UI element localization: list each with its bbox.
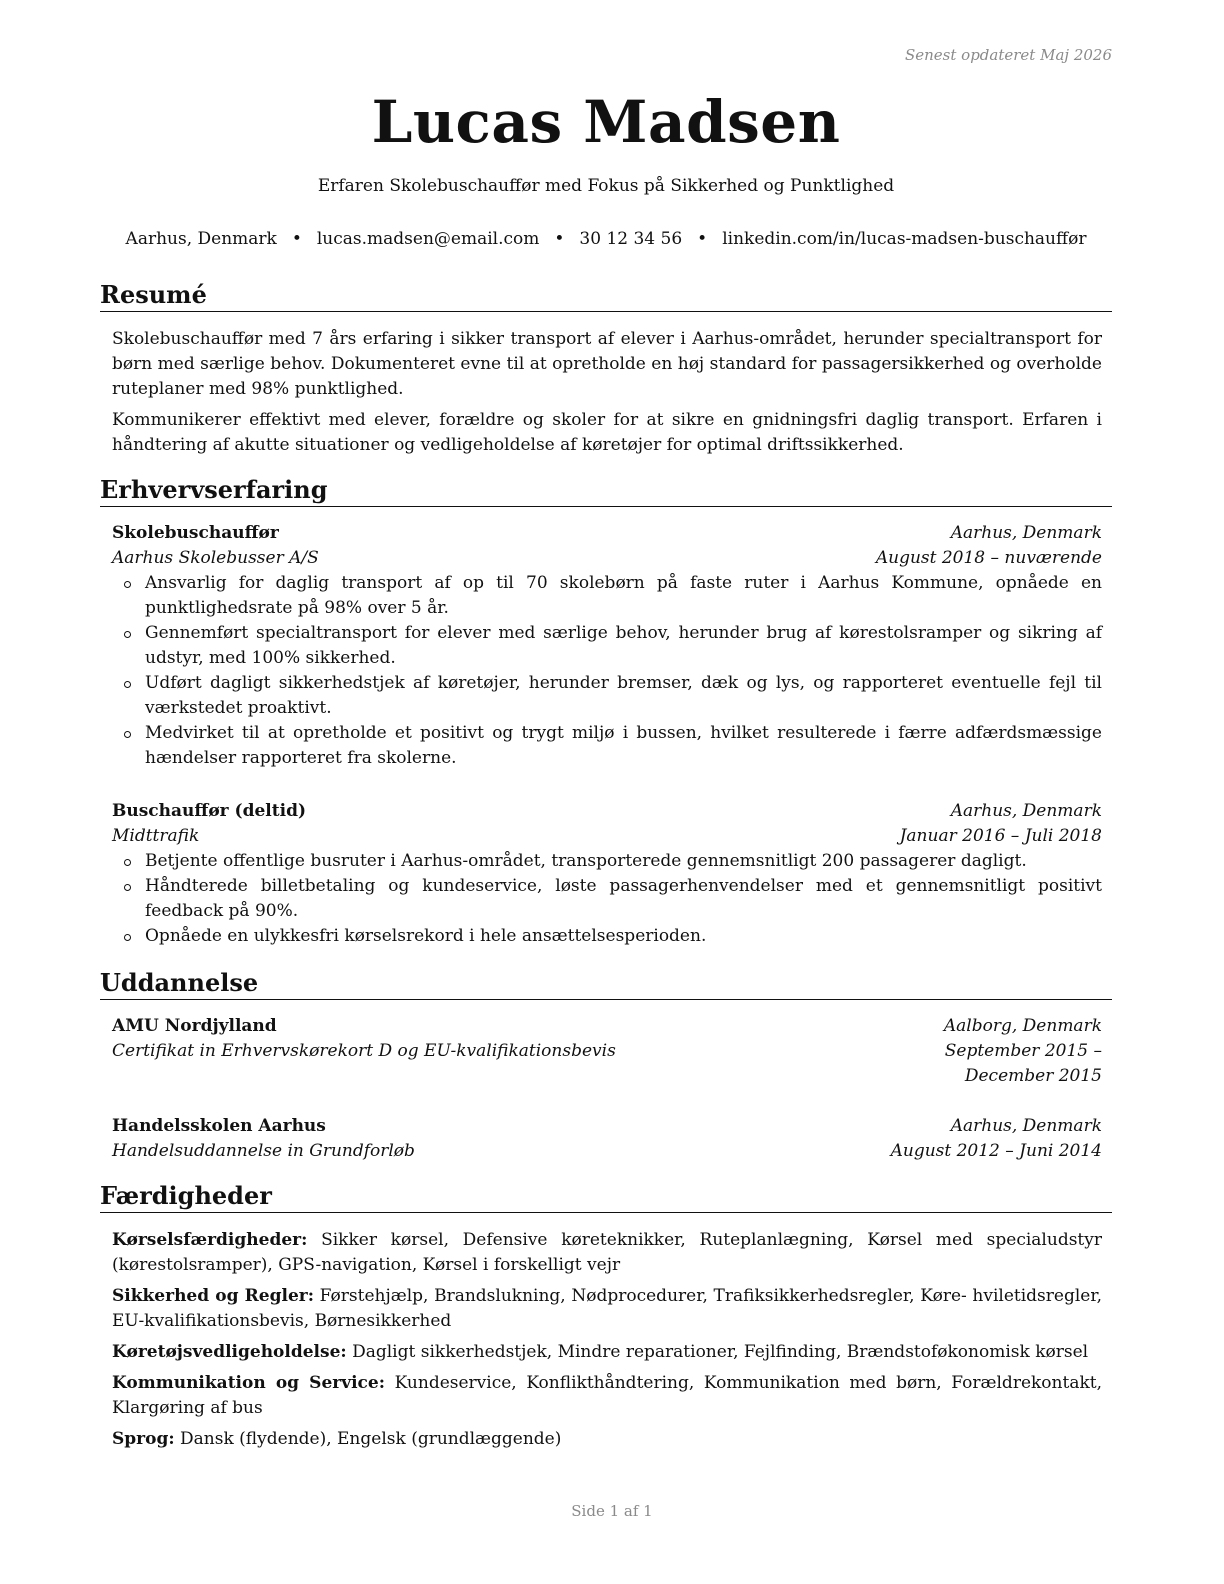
education-dates: August 2012 – Juni 2014 bbox=[890, 1141, 1102, 1161]
skill-text: Dansk (flydende), Engelsk (grundlæggende) bbox=[174, 1429, 562, 1449]
list-item: Betjente offentlige busruter i Aarhus-området, transporterede gennemsnitligt 200 passagerer dagligt. bbox=[112, 849, 1102, 874]
job-title: Skolebuschauffør bbox=[112, 523, 279, 543]
list-item: Opnåede en ulykkesfri kørselsrekord i hele ansættelsesperioden. bbox=[112, 924, 1102, 949]
tagline: Erfaren Skolebuschauffør med Fokus på Sikkerhed og Punktlighed bbox=[317, 176, 895, 196]
education-entry bbox=[112, 1114, 1102, 1164]
contact-phone: 30 12 34 56 bbox=[579, 229, 683, 249]
skill-text: Kundeservice, Konflikthåndtering, Kommunikation med børn, Forældrekontakt, Klargøring af bus bbox=[112, 1373, 1102, 1418]
contact-linkedin[interactable]: linkedin.com/in/lucas-madsen-buschauffør bbox=[722, 229, 1087, 249]
list-item: Medvirket til at opretholde et positivt og trygt miljø i bussen, hvilket resulterede i færre adfærdsmæssige hændelser rapporteret fra skolerne. bbox=[112, 721, 1102, 771]
skill-group bbox=[112, 1340, 1102, 1365]
candidate-name: Lucas Madsen bbox=[371, 88, 841, 156]
contact-location: Aarhus, Denmark bbox=[125, 229, 277, 249]
list-item: Ansvarlig for daglig transport af op til 70 skolebørn på faste ruter i Aarhus Kommune, opnåede en punktlighedsrate på 98% over 5 år. bbox=[112, 571, 1102, 621]
skill-label: Køretøjsvedligeholdelse: bbox=[112, 1342, 347, 1362]
skill-text: Dagligt sikkerhedstjek, Mindre reparationer, Fejlfinding, Brændstoføkonomisk kørsel bbox=[346, 1342, 1089, 1362]
bullet-separator-icon: • bbox=[291, 229, 302, 249]
job-dates: August 2018 – nuværende bbox=[875, 548, 1102, 568]
section-title-skills: Færdigheder bbox=[100, 1181, 1112, 1213]
skill-text: Sikker kørsel, Defensive køreteknikker, Ruteplanlægning, Kørsel med specialudstyr (kørestolsramper), GPS-navigation, Kørsel i forskelligt vejr bbox=[112, 1230, 1102, 1275]
last-updated: Senest opdateret Maj 2026 bbox=[904, 46, 1112, 64]
job-dates: Januar 2016 – Juli 2018 bbox=[899, 826, 1102, 846]
job-entry bbox=[112, 521, 1102, 771]
bullet-separator-icon: • bbox=[554, 229, 565, 249]
job-location: Aarhus, Denmark bbox=[950, 801, 1102, 821]
job-bullets bbox=[112, 849, 1102, 949]
job-bullets bbox=[112, 571, 1102, 771]
education-dates: September 2015 – December 2015 bbox=[944, 1041, 1102, 1086]
skills-list bbox=[112, 1228, 1102, 1458]
school-location: Aarhus, Denmark bbox=[950, 1116, 1102, 1136]
skill-group bbox=[112, 1427, 1102, 1452]
section-title-experience: Erhvervserfaring bbox=[100, 475, 1112, 507]
job-title: Buschauffør (deltid) bbox=[112, 801, 306, 821]
skill-group bbox=[112, 1284, 1102, 1334]
school-location: Aalborg, Denmark bbox=[943, 1016, 1102, 1036]
school-name: Handelsskolen Aarhus bbox=[112, 1116, 326, 1136]
list-item: Gennemført specialtransport for elever med særlige behov, herunder brug af kørestolsramper og sikring af udstyr, med 100% sikkerhed. bbox=[112, 621, 1102, 671]
education-entry bbox=[112, 1014, 1102, 1089]
bullet-separator-icon: • bbox=[697, 229, 708, 249]
skill-label: Kommunikation og Service: bbox=[112, 1373, 385, 1393]
job-location: Aarhus, Denmark bbox=[950, 523, 1102, 543]
job-company: Midttrafik bbox=[112, 826, 200, 846]
job-company: Aarhus Skolebusser A/S bbox=[112, 548, 319, 568]
degree: Certifikat in Erhvervskørekort D og EU-kvalifikationsbevis bbox=[112, 1041, 616, 1061]
list-item: Håndterede billetbetaling og kundeservice, løste passagerhenvendelser med et gennemsnitligt positivt feedback på 90%. bbox=[112, 874, 1102, 924]
skill-group bbox=[112, 1228, 1102, 1278]
summary-paragraph: Kommunikerer effektivt med elever, forældre og skoler for at sikre en gnidningsfri daglig transport. Erfaren i håndtering af akutte situationer og vedligeholdelse af køretøjer for optimal driftssikkerhed. bbox=[112, 410, 1102, 455]
skill-label: Sikkerhed og Regler: bbox=[112, 1286, 315, 1306]
summary-paragraph: Skolebuschauffør med 7 års erfaring i sikker transport af elever i Aarhus-området, herunder specialtransport for børn med særlige behov. Dokumenteret evne til at opretholde en høj standard for passagersikkerhed og overholde ruteplaner med 98% punktlighed. bbox=[112, 329, 1102, 399]
skill-label: Kørselsfærdigheder: bbox=[112, 1230, 308, 1250]
skill-group bbox=[112, 1371, 1102, 1421]
job-entry bbox=[112, 799, 1102, 949]
section-title-summary: Resumé bbox=[100, 280, 1112, 312]
summary-text bbox=[112, 327, 1102, 464]
section-title-education: Uddannelse bbox=[100, 968, 1112, 1000]
contact-email[interactable]: lucas.madsen@email.com bbox=[316, 229, 540, 249]
page-footer: Side 1 af 1 bbox=[571, 1502, 653, 1520]
list-item: Udført dagligt sikkerhedstjek af køretøjer, herunder bremser, dæk og lys, og rapporteret eventuelle fejl til værkstedet proaktivt. bbox=[112, 671, 1102, 721]
school-name: AMU Nordjylland bbox=[112, 1016, 277, 1036]
skill-text: Førstehjælp, Brandslukning, Nødprocedurer, Trafiksikkerhedsregler, Køre- hviletidsregler, EU-kvalifikationsbevis, Børnesikkerhed bbox=[112, 1286, 1103, 1331]
skill-label: Sprog: bbox=[112, 1429, 175, 1449]
contact-line bbox=[100, 229, 1112, 249]
degree: Handelsuddannelse in Grundforløb bbox=[112, 1141, 415, 1161]
